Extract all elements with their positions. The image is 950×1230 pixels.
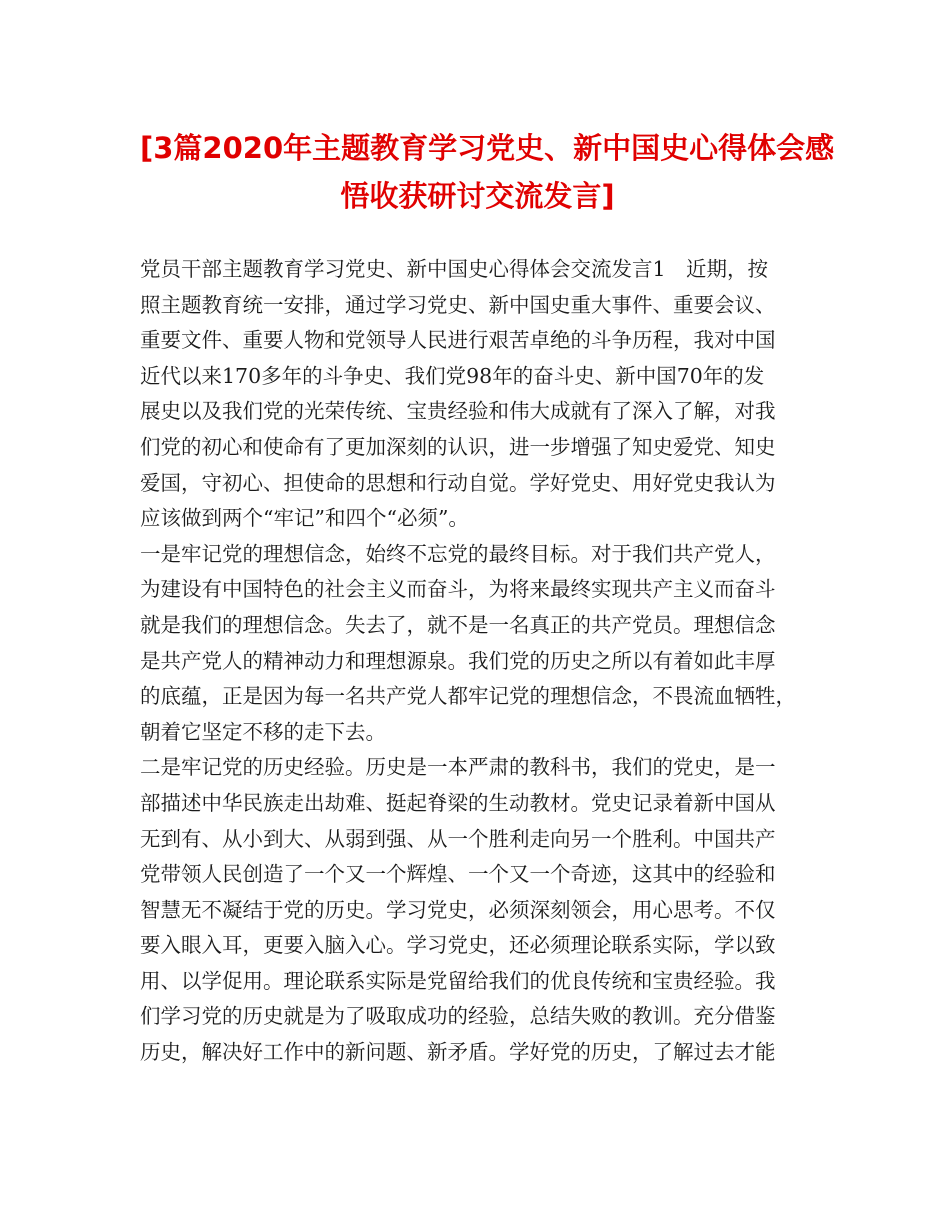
body-line: 们党的初心和使命有了更加深刻的认识，进一步增强了知史爱党、知史	[140, 434, 776, 459]
body-line: 智慧无不凝结于党的历史。学习党史，必须深刻领会，用心思考。不仅	[140, 897, 776, 922]
body-line: 部描述中华民族走出劫难、挺起脊梁的生动教材。党史记录着新中国从	[140, 790, 776, 815]
body-line: 党员干部主题教育学习党史、新中国史心得体会交流发言1 近期，按	[140, 257, 769, 281]
body-line: 用、以学促用。理论联系实际是党留给我们的优良传统和宝贵经验。我	[140, 968, 776, 993]
body-line: 就是我们的理想信念。失去了，就不是一名真正的共产党员。理想信念	[140, 612, 776, 637]
document-title	[140, 124, 835, 220]
body-line: 要入眼入耳，更要入脑入心。学习党史，还必须理论联系实际，学以致	[140, 933, 776, 958]
body-line: 展史以及我们党的光荣传统、宝贵经验和伟大成就有了深入了解，对我	[140, 399, 776, 424]
body-line: 照主题教育统一安排，通过学习党史、新中国史重大事件、重要会议、	[140, 292, 776, 317]
body-line: 爱国，守初心、担使命的思想和行动自觉。学好党史、用好党史我认为	[140, 470, 776, 495]
body-line: 重要文件、重要人物和党领导人民进行艰苦卓绝的斗争历程，我对中国	[140, 328, 776, 353]
body-line: 应该做到两个“牢记”和四个“必须”。	[140, 506, 469, 531]
body-line: 朝着它坚定不移的走下去。	[140, 719, 386, 744]
body-line: 们学习党的历史就是为了吸取成功的经验，总结失败的教训。充分借鉴	[140, 1004, 776, 1029]
body-line: 历史，解决好工作中的新问题、新矛盾。学好党的历史，了解过去才能	[140, 1040, 776, 1065]
body-line: 近代以来170多年的斗争史、我们党98年的奋斗史、新中国70年的发	[140, 363, 765, 388]
document-body	[140, 252, 830, 1071]
body-line: 二是牢记党的历史经验。历史是一本严肃的教科书，我们的党史，是一	[140, 755, 776, 780]
title-line: 悟收获研讨交流发言]	[340, 179, 615, 213]
body-line: 无到有、从小到大、从弱到强、从一个胜利走向另一个胜利。中国共产	[140, 826, 776, 851]
body-line: 的底蕴，正是因为每一名共产党人都牢记党的理想信念，不畏流血牺牲，	[140, 684, 796, 709]
body-line: 党带领人民创造了一个又一个辉煌、一个又一个奇迹，这其中的经验和	[140, 862, 776, 887]
title-line: [3篇2020年主题教育学习党史、新中国史心得体会感	[140, 131, 835, 165]
body-line: 一是牢记党的理想信念，始终不忘党的最终目标。对于我们共产党人，	[140, 541, 776, 566]
body-line: 为建设有中国特色的社会主义而奋斗，为将来最终实现共产主义而奋斗	[140, 577, 776, 602]
body-line: 是共产党人的精神动力和理想源泉。我们党的历史之所以有着如此丰厚	[140, 648, 776, 673]
